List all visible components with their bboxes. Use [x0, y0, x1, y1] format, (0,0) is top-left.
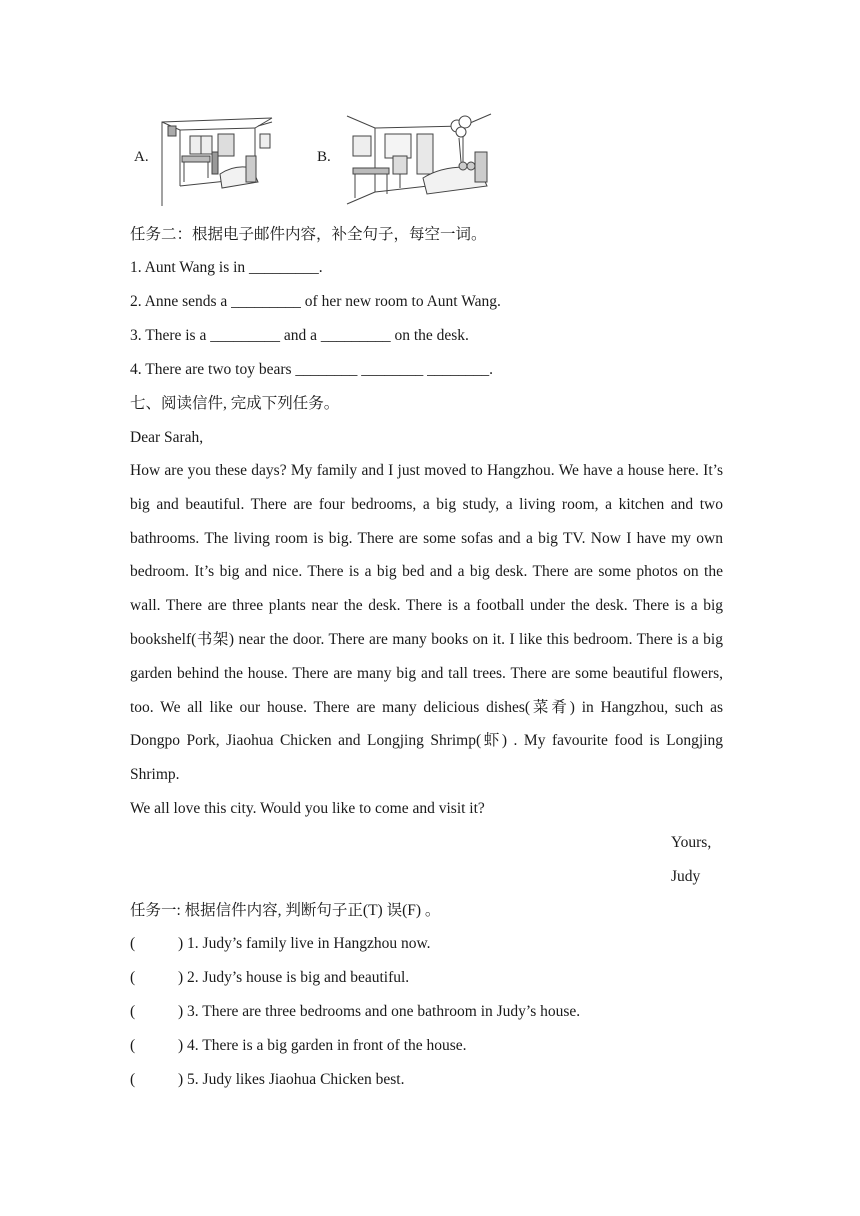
tf-statement: ) 1. Judy’s family live in Hangzhou now. [178, 935, 431, 952]
tf-item-4 [130, 1036, 467, 1056]
answer-blank[interactable]: ( [130, 1003, 136, 1020]
task1-heading: 任务一: 根据信件内容, 判断句子正(T) 误(F) 。 [130, 902, 441, 919]
tf-statement: ) 3. There are three bedrooms and one bathroom in Judy’s house. [178, 1003, 581, 1020]
tf-statement: ) 2. Judy’s house is big and beautiful. [178, 969, 410, 986]
answer-blank[interactable]: ( [130, 1071, 136, 1088]
task2-heading: 任务二：根据电子邮件内容，补全句子，每空一词。 [130, 226, 487, 243]
tf-item-2 [130, 968, 409, 988]
letter-closing: Yours, [671, 834, 712, 851]
letter-body: How are you these days? My family and I just moved to Hangzhou. We have a house here. It’s big and beautiful. There are four bedrooms, a big study, a living room, a kitchen and two bathrooms. The living room is big. There are some sofas and a big TV. Now I have my own bedroom. It’s big and nice. There is a big bed and a big desk. There are some photos on the wall. There are three plants near the desk. There is a football under the desk. There is a big bookshelf(书架) near the door. There are many books on it. I like this bedroom. There is a big garden behind the house. There are many big and tall trees. There are some beautiful flowers, too. We all like our house. There are many delicious dishes(菜肴) in Hangzhou, such as Dongpo Pork, Jiaohua Chicken and Longjing Shrimp(虾) . My favourite food is Longjing Shrimp. [130, 462, 723, 784]
option-b-label: B. [317, 149, 331, 165]
task2-item-4: 4. There are two toy bears ________ ________ ________. [130, 361, 494, 378]
task2-item-3: 3. There is a _________ and a _________ on the desk. [130, 327, 469, 344]
task2-item-2: 2. Anne sends a _________ of her new room to Aunt Wang. [130, 293, 501, 310]
option-a-label: A. [134, 149, 149, 165]
tf-statement: ) 5. Judy likes Jiaohua Chicken best. [178, 1071, 405, 1088]
answer-blank[interactable]: ( [130, 935, 136, 952]
tf-item-3 [130, 1002, 580, 1022]
letter-last-line: We all love this city. Would you like to come and visit it? [130, 800, 485, 817]
answer-blank[interactable]: ( [130, 1037, 136, 1054]
room-picture-b [345, 112, 495, 206]
letter-greeting: Dear Sarah, [130, 429, 204, 446]
task2-item-1: 1. Aunt Wang is in _________. [130, 259, 323, 276]
tf-item-1 [130, 934, 431, 954]
letter-signature: Judy [671, 868, 701, 885]
room-picture-a [160, 116, 275, 208]
answer-blank[interactable]: ( [130, 969, 136, 986]
tf-statement: ) 4. There is a big garden in front of the house. [178, 1037, 467, 1054]
section7-heading: 七、阅读信件, 完成下列任务。 [130, 395, 340, 412]
tf-item-5 [130, 1070, 404, 1090]
